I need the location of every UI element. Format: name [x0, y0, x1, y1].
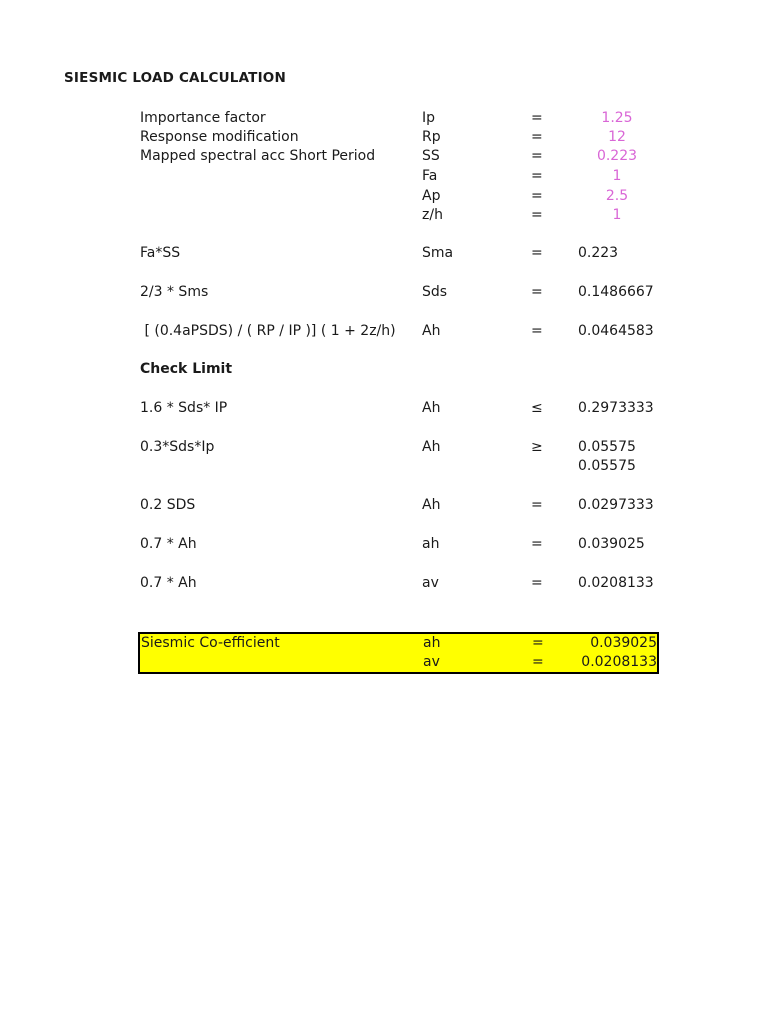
row-symbol: Rp	[422, 129, 441, 145]
row-symbol: z/h	[422, 207, 443, 223]
row-label: Fa*SS	[140, 245, 181, 261]
row-operator: =	[531, 110, 543, 126]
input-value[interactable]: 12	[608, 129, 626, 145]
row-symbol: ah	[423, 635, 441, 651]
seismic-coefficient-result-box	[138, 632, 659, 674]
row-symbol: Sds	[422, 284, 448, 300]
result-row-ah	[140, 634, 661, 653]
row-operator: =	[531, 129, 543, 145]
calc-row-sma	[0, 243, 768, 263]
row-label: 2/3 * Sms	[140, 284, 209, 300]
row-value: 0.039025	[578, 536, 645, 552]
row-symbol: Ap	[422, 188, 441, 204]
input-row-importance-factor	[0, 108, 768, 128]
check-row-upper-limit	[0, 398, 768, 418]
row-symbol: Ah	[422, 400, 441, 416]
result-row-av	[140, 653, 661, 672]
row-operator: =	[532, 635, 544, 651]
row-label: 1.6 * Sds* IP	[140, 400, 228, 416]
row-value: 0.223	[578, 245, 619, 261]
row-value: 0.05575	[578, 439, 636, 455]
input-value[interactable]: 1.25	[601, 110, 633, 126]
row-symbol: Ah	[422, 323, 441, 339]
row-operator: =	[531, 497, 543, 513]
check-row-lower-limit	[0, 437, 768, 457]
row-operator: =	[531, 245, 543, 261]
row-value: 0.1486667	[578, 284, 654, 300]
row-label: 0.7 * Ah	[140, 536, 197, 552]
row-symbol: Fa	[422, 168, 438, 184]
result-label: Siesmic Co-efficient	[141, 635, 280, 651]
row-label: [ (0.4aPSDS) / ( RP / IP )] ( 1 + 2z/h)	[140, 323, 396, 339]
input-row-ap	[0, 186, 768, 206]
input-value[interactable]: 1	[612, 168, 622, 184]
row-operator: =	[532, 654, 544, 670]
row-operator: =	[531, 188, 543, 204]
check-row-av	[0, 573, 768, 593]
check-row-02-sds	[0, 495, 768, 515]
row-symbol: Ah	[422, 497, 441, 513]
check-limit-heading-row	[0, 359, 768, 379]
row-label: 0.7 * Ah	[140, 575, 197, 591]
row-label: Response modification	[140, 129, 299, 145]
input-row-response-modification	[0, 127, 768, 147]
row-value: 0.2973333	[578, 400, 654, 416]
row-value: 0.0208133	[578, 575, 654, 591]
check-limit-heading: Check Limit	[140, 361, 233, 377]
input-value[interactable]: 2.5	[605, 188, 629, 204]
row-value: 0.0208133	[581, 654, 657, 670]
row-value: 0.05575	[578, 458, 636, 474]
row-symbol: ah	[422, 536, 440, 552]
calc-row-sds	[0, 282, 768, 302]
input-row-zh	[0, 205, 768, 225]
input-value[interactable]: 0.223	[596, 148, 638, 164]
input-value[interactable]: 1	[612, 207, 622, 223]
row-label: Importance factor	[140, 110, 266, 126]
row-operator: =	[531, 207, 543, 223]
row-symbol: Ah	[422, 439, 441, 455]
row-operator: =	[531, 148, 543, 164]
page-title: SIESMIC LOAD CALCULATION	[64, 70, 286, 86]
row-symbol: av	[422, 575, 439, 591]
row-label: 0.3*Sds*Ip	[140, 439, 215, 455]
row-value: 0.039025	[590, 635, 657, 651]
row-value: 0.0297333	[578, 497, 654, 513]
row-label: Mapped spectral acc Short Period	[140, 148, 376, 164]
calc-row-ah	[0, 321, 768, 341]
check-row-ah	[0, 534, 768, 554]
row-operator: =	[531, 323, 543, 339]
input-row-mapped-spectral	[0, 146, 768, 166]
row-symbol: Ip	[422, 110, 436, 126]
row-operator: =	[531, 575, 543, 591]
row-operator: ≤	[531, 400, 543, 416]
row-symbol: SS	[422, 148, 440, 164]
row-operator: =	[531, 168, 543, 184]
input-row-fa	[0, 166, 768, 186]
row-label: 0.2 SDS	[140, 497, 196, 513]
row-operator: =	[531, 284, 543, 300]
row-symbol: av	[423, 654, 440, 670]
row-operator: =	[531, 536, 543, 552]
row-operator: ≥	[531, 439, 543, 455]
row-value: 0.0464583	[578, 323, 654, 339]
row-symbol: Sma	[422, 245, 454, 261]
check-row-lower-limit-result	[0, 456, 768, 476]
